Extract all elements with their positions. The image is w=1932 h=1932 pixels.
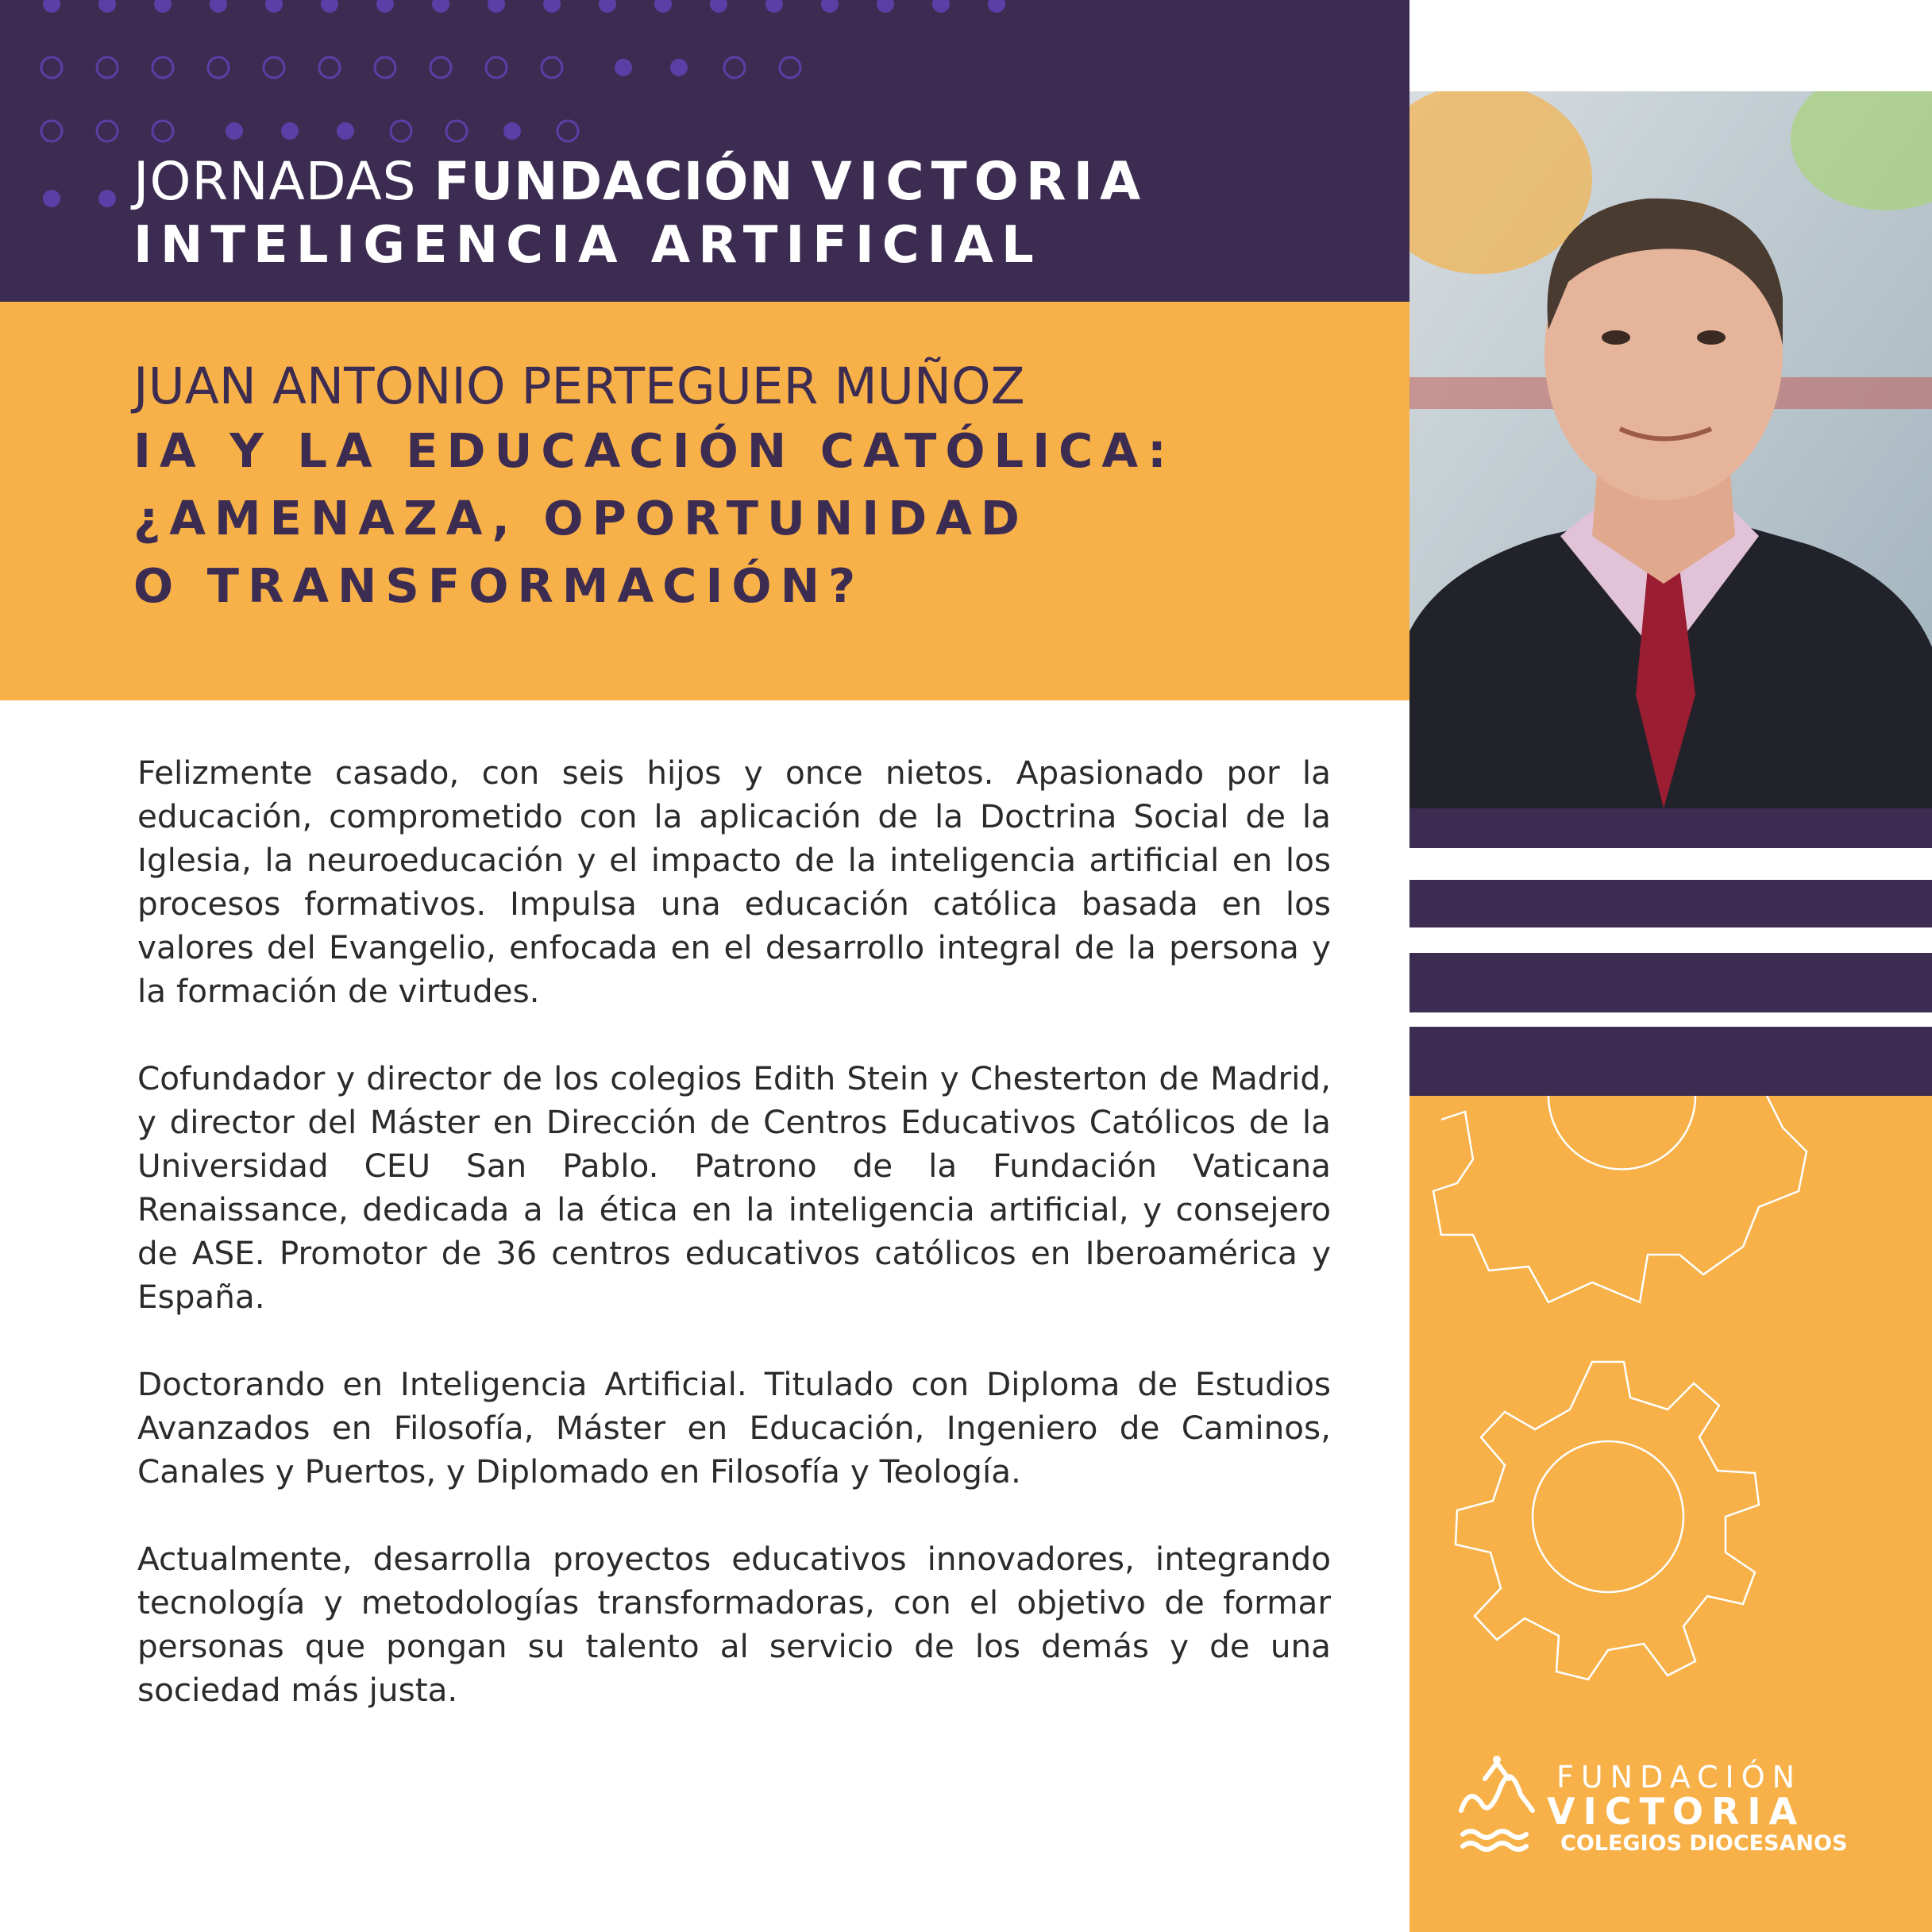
speaker-name: JUAN ANTONIO PERTEGUER MUÑOZ [133,357,1025,415]
talk-title [133,417,1175,619]
decorative-stripe [1409,808,1932,848]
event-title-line1 [133,151,1147,212]
bio-paragraph: Actualmente, desarrolla proyectos educativos innovadores, integrando tecnología y metodologías transformadoras, con el objetivo de formar personas que pongan su talento al servicio de los demás y de una sociedad más justa. [137,1540,1331,1709]
logo-mark-icon [1453,1755,1541,1858]
gear-icon [1456,1362,1759,1679]
event-org-wide: VICTORIA [811,151,1148,212]
decorative-stripe [1409,953,1932,1012]
decorative-stripe [1409,1027,1932,1096]
bio-paragraph: Doctorando en Inteligencia Artificial. Titulado con Diploma de Estudios Avanzados en Filosofía, Máster en Educación, Ingeniero de Caminos, Canales y Puertos, y Diplomado en Filosofía y Teología. [137,1365,1331,1490]
event-org-strong: FUNDACIÓN [434,151,794,212]
talk-title-line: IA Y LA EDUCACIÓN CATÓLICA: [133,423,1175,478]
speaker-photo [1409,91,1932,808]
logo-line2: VICTORIA [1547,1790,1806,1833]
gear-icon [1433,1096,1807,1302]
speaker-portrait-illustration [1409,91,1932,808]
title-band [0,302,1409,700]
biography [137,751,1331,1756]
event-subject: INTELIGENCIA ARTIFICIAL [133,216,1042,275]
bio-paragraph: Cofundador y director de los colegios Edith Stein y Chesterton de Madrid, y director del Máster en Dirección de Centros Educativos Católicos de la Universidad CEU San Pablo. Patrono de la Fundación Vaticana Renaissance, dedicada a la ética en la inteligencia artificial, y consejero de ASE. Promotor de 36 centros educativos católicos en Iberoamérica y España. [137,1059,1331,1316]
header-band [0,0,1409,302]
logo-line3: COLEGIOS DIOCESANOS [1560,1831,1848,1856]
talk-title-line: ¿AMENAZA, OPORTUNIDAD [133,491,1028,546]
logo-line1: FUNDACIÓN [1556,1760,1803,1795]
decorative-stripe [1409,880,1932,927]
fundacion-victoria-logo [1453,1755,1866,1858]
event-prefix: JORNADAS [133,151,417,212]
bio-paragraph: Felizmente casado, con seis hijos y once nietos. Apasionado por la educación, comprometido con la aplicación de la Doctrina Social de la Iglesia, la neuroeducación y el impacto de la inteligencia artificial en los procesos formativos. Impulsa una educación católica basada en los valores del Evangelio, enfocada en el desarrollo integral de la persona y la formación de virtudes. [137,754,1331,1010]
talk-title-line: O TRANSFORMACIÓN? [133,558,865,613]
